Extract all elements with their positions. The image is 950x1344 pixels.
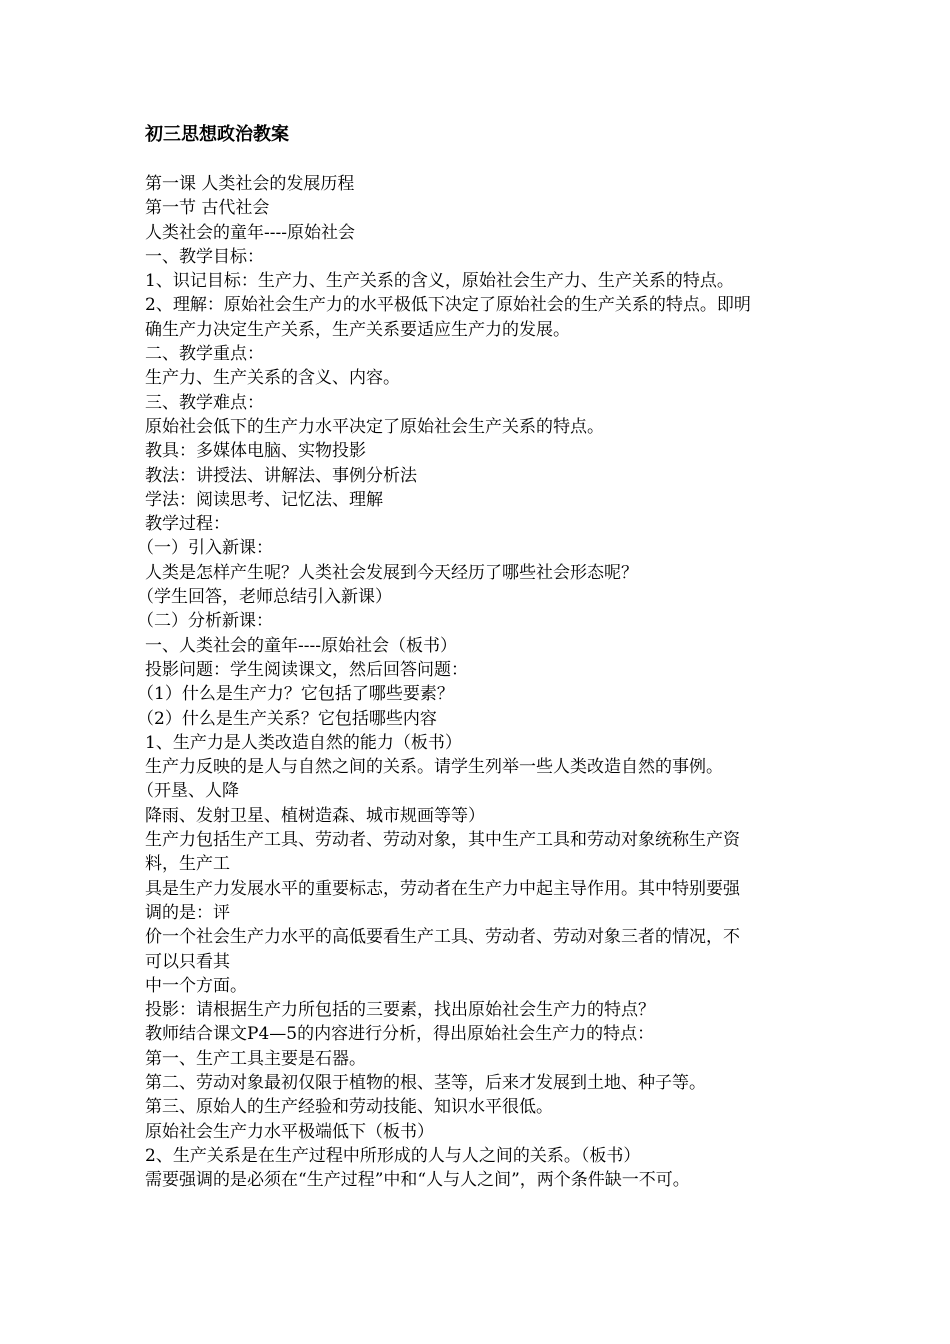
text-line: 学法：阅读思考、记忆法、理解 <box>145 489 383 510</box>
text-line: 2、生产关系是在生产过程中所形成的人与人之间的关系。（板书） <box>145 1145 641 1166</box>
question-line: （1）什么是生产力？它包括了哪些要素？ <box>137 684 454 705</box>
text-line: 教师结合课文P4—5的内容进行分析，得出原始社会生产力的特点： <box>145 1024 655 1045</box>
text-line: 1、识记目标：生产力、生产关系的含义，原始社会生产力、生产关系的特点。 <box>145 271 734 292</box>
text-line: 生产力包括生产工具、劳动者、劳动对象，其中生产工具和劳动对象统称生产资 <box>145 830 740 851</box>
subheading-intro: （一）引入新课： <box>137 538 273 559</box>
section-title: 第一节 古代社会 <box>145 198 270 219</box>
text-line: 投影问题：学生阅读课文，然后回答问题： <box>145 659 468 680</box>
text-line: 2、理解：原始社会生产力的水平极低下决定了原始社会的生产关系的特点。即明 <box>145 295 751 316</box>
text-line: 原始社会低下的生产力水平决定了原始社会生产关系的特点。 <box>145 416 604 437</box>
text-line: 教具：多媒体电脑、实物投影 <box>145 441 366 462</box>
text-line: 第三、原始人的生产经验和劳动技能、知识水平很低。 <box>145 1097 553 1118</box>
text-line: 1、生产力是人类改造自然的能力（板书） <box>145 732 462 753</box>
text-line: 可以只看其 <box>145 951 230 972</box>
text-line: 生产力、生产关系的含义、内容。 <box>145 368 400 389</box>
lesson-title: 第一课 人类社会的发展历程 <box>145 174 355 194</box>
text-line: 需要强调的是必须在“生产过程”中和“人与人之间”，两个条件缺一不可。 <box>145 1170 690 1191</box>
text-line: 原始社会生产力水平极端低下（板书） <box>145 1121 434 1142</box>
heading-key-points: 二、教学重点： <box>145 344 264 365</box>
document-body <box>137 172 810 1192</box>
text-line: （开垦、人降 <box>137 781 239 802</box>
text-line: 第一、生产工具主要是石器。 <box>145 1048 366 1069</box>
text-line: 确生产力决定生产关系，生产关系要适应生产力的发展。 <box>145 319 570 340</box>
text-line: 降雨、发射卫星、植树造森、城市规画等等） <box>145 805 485 826</box>
text-line: 价一个社会生产力水平的高低要看生产工具、劳动者、劳动对象三者的情况，不 <box>145 927 740 948</box>
topic-title: 人类社会的童年----原始社会 <box>145 222 355 243</box>
text-line: 教法：讲授法、讲解法、事例分析法 <box>145 465 417 486</box>
text-line: 一、人类社会的童年----原始社会（板书） <box>145 635 457 656</box>
text-line: 中一个方面。 <box>145 975 247 996</box>
heading-process: 教学过程： <box>145 514 230 535</box>
question-line: （2）什么是生产关系？它包括哪些内容 <box>137 708 437 729</box>
text-line: 调的是：评 <box>145 902 230 923</box>
text-line: （学生回答，老师总结引入新课） <box>137 587 392 608</box>
text-line: 人类是怎样产生呢？人类社会发展到今天经历了哪些社会形态呢？ <box>145 562 638 583</box>
text-line: 具是生产力发展水平的重要标志，劳动者在生产力中起主导作用。其中特别要强 <box>145 878 740 899</box>
text-line: 第二、劳动对象最初仅限于植物的根、茎等，后来才发展到土地、种子等。 <box>145 1072 706 1093</box>
text-line: 生产力反映的是人与自然之间的关系。请学生列举一些人类改造自然的事例。 <box>145 757 723 778</box>
document-title: 初三思想政治教案 <box>145 124 289 145</box>
subheading-analysis: （二）分析新课： <box>137 611 273 632</box>
text-line: 投影：请根据生产力所包括的三要素，找出原始社会生产力的特点？ <box>145 1000 655 1021</box>
heading-objectives: 一、教学目标： <box>145 246 264 267</box>
text-line: 料，生产工 <box>145 854 230 875</box>
heading-difficulties: 三、教学难点： <box>145 392 264 413</box>
